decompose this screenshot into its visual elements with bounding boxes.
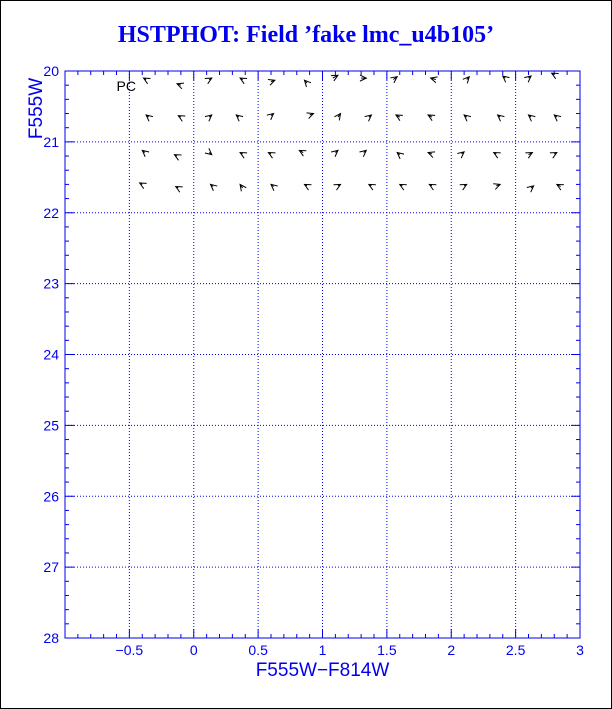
vector-arrow: [503, 76, 510, 82]
tick-marks: [65, 71, 580, 638]
vector-arrow: [240, 153, 247, 159]
x-tick-label: 0: [189, 642, 198, 658]
vector-arrow: [365, 115, 372, 121]
vector-arrow: [146, 115, 153, 121]
y-tick-label: 28: [43, 630, 59, 646]
vector-arrow: [210, 184, 217, 190]
y-tick-label: 24: [43, 346, 59, 363]
vector-arrow: [176, 187, 183, 193]
vector-head: [396, 115, 403, 121]
vector-arrow: [307, 113, 314, 119]
x-tick-label: 2.5: [505, 642, 526, 658]
vector-head: [205, 78, 212, 84]
vector-head: [334, 114, 340, 121]
x-tick-label: −0.5: [115, 642, 144, 658]
vector-arrow: [552, 73, 559, 79]
x-tick-label: 0.5: [248, 642, 268, 658]
vector-arrow: [524, 76, 531, 82]
vector-arrow: [304, 184, 311, 190]
vector-arrow: [174, 155, 181, 161]
vector-arrow: [142, 150, 149, 156]
vector-arrow: [240, 184, 246, 191]
vector-arrow: [205, 115, 212, 121]
vector-arrow: [304, 80, 310, 87]
panel-label: PC: [116, 77, 136, 94]
vector-arrow: [529, 115, 536, 121]
x-tick-label: 3: [576, 642, 584, 658]
vector-head: [144, 78, 151, 84]
vector-arrow: [460, 184, 467, 190]
x-tick-label: 2: [447, 642, 456, 658]
vector-head: [550, 153, 557, 159]
vector-arrow: [428, 152, 435, 158]
vector-arrow: [550, 153, 557, 159]
vector-arrow: [359, 150, 366, 156]
vector-head: [177, 83, 184, 89]
vector-arrow: [299, 150, 306, 156]
vector-arrow: [429, 184, 436, 190]
vector-head: [176, 187, 183, 193]
vector-arrow: [397, 153, 404, 159]
tick-labels: [43, 63, 584, 658]
vector-arrow: [390, 77, 397, 83]
y-tick-label: 21: [43, 133, 59, 150]
vector-arrow: [464, 115, 471, 121]
vector-arrow: [140, 183, 147, 189]
x-tick-label: 1.5: [377, 642, 397, 658]
vector-arrow: [428, 115, 435, 121]
vector-head: [428, 152, 435, 158]
vector-head: [331, 75, 338, 81]
vector-head: [268, 80, 275, 86]
vector-head: [334, 184, 341, 190]
grid-lines: [65, 71, 580, 638]
vector-arrow: [331, 150, 338, 156]
vector-head: [307, 113, 314, 119]
vector-head: [240, 184, 246, 191]
vector-arrow: [457, 152, 464, 158]
vector-arrow: [369, 184, 376, 190]
vector-arrow: [360, 75, 366, 81]
axes-box: [65, 71, 580, 638]
vector-head: [304, 184, 311, 190]
y-tick-label: 20: [43, 63, 59, 79]
y-tick-label: 23: [43, 275, 59, 292]
vector-arrow: [527, 186, 534, 192]
vector-head: [240, 78, 247, 84]
vector-arrow: [463, 77, 469, 84]
vector-arrow: [268, 153, 275, 159]
vector-head: [494, 153, 501, 159]
vector-head: [431, 77, 438, 83]
y-tick-label: 25: [43, 417, 59, 434]
vector-head: [369, 184, 376, 190]
vector-arrow: [494, 153, 501, 159]
vector-arrow: [396, 115, 403, 121]
vector-head: [552, 73, 559, 79]
vector-head: [174, 155, 181, 161]
vector-arrow: [557, 184, 564, 190]
vector-arrow: [267, 114, 274, 120]
vector-arrow: [493, 184, 500, 190]
chart-title: HSTPHOT: Field ’fake lmc_u4b105’: [117, 22, 495, 48]
vector-arrow: [331, 75, 338, 81]
vector-head: [178, 116, 185, 122]
vector-arrow: [271, 184, 278, 190]
vector-arrow: [205, 78, 212, 84]
vector-arrow: [236, 115, 243, 121]
vector-arrow: [400, 184, 407, 190]
vector-head: [493, 184, 500, 190]
vector-head: [428, 115, 435, 121]
vector-head: [460, 184, 467, 190]
vector-head: [525, 153, 532, 159]
vector-arrow: [240, 78, 247, 84]
vector-arrow: [525, 153, 532, 159]
vector-arrow: [144, 78, 151, 84]
y-tick-label: 27: [43, 559, 59, 576]
x-axis-label: F555W−F814W: [255, 660, 390, 681]
vector-head: [557, 184, 564, 190]
y-tick-label: 26: [43, 488, 59, 505]
vector-arrow: [431, 77, 438, 83]
vector-arrow: [205, 148, 212, 154]
y-tick-label: 22: [43, 204, 59, 221]
vector-arrow: [177, 83, 184, 89]
vector-head: [268, 153, 275, 159]
vector-head: [299, 150, 306, 156]
vector-arrow: [178, 116, 185, 122]
vector-arrow: [554, 115, 561, 121]
vector-head: [240, 153, 247, 159]
vector-head: [400, 184, 407, 190]
vector-head: [429, 184, 436, 190]
vector-arrow: [498, 115, 505, 121]
vector-arrow: [334, 114, 340, 121]
vector-field: [140, 73, 564, 192]
vector-arrow: [268, 80, 275, 86]
vector-arrow: [334, 184, 341, 190]
x-tick-label: 1: [318, 642, 327, 658]
vector-head: [140, 183, 147, 189]
y-axis-label: F555W: [26, 77, 47, 140]
